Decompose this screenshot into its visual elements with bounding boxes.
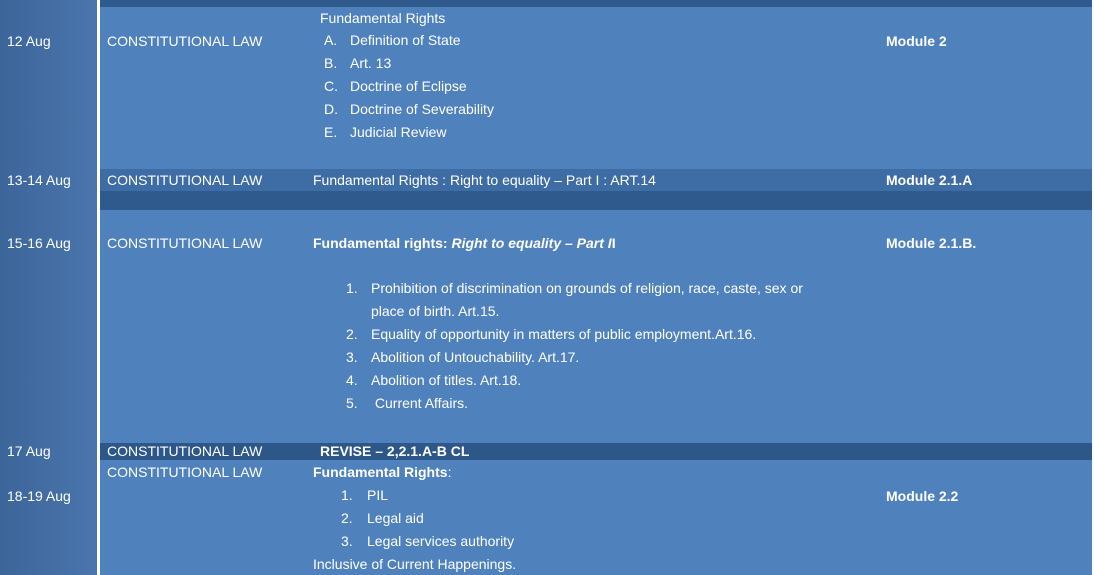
list-item-text: Judicial Review: [350, 124, 447, 140]
list-item: [341, 507, 424, 530]
row-subject: CONSTITUTIONAL LAW: [107, 235, 263, 251]
list-item-text: Equality of opportunity in matters of public employment.Art.16.: [371, 326, 757, 342]
list-item-text: Art. 13: [350, 55, 392, 71]
list-marker: A.: [324, 32, 338, 48]
list-marker: 1.: [346, 280, 358, 296]
row-footer-note: Inclusive of Current Happenings.: [313, 556, 517, 572]
list-item: [341, 530, 515, 553]
row-module: Module 2: [886, 33, 947, 49]
list-item-text: Definition of State: [350, 32, 461, 48]
list-marker: 2.: [341, 510, 353, 526]
list-item: [341, 484, 389, 507]
list-item-text: Legal aid: [367, 510, 424, 526]
row-heading: [313, 233, 616, 253]
list-item-text: PIL: [367, 487, 389, 503]
list-item-continuation: [346, 300, 500, 323]
list-item-text: Abolition of titles. Art.18.: [371, 372, 522, 388]
row-date: 13-14 Aug: [7, 172, 71, 188]
list-marker: B.: [324, 55, 338, 71]
row-subject: CONSTITUTIONAL LAW: [107, 464, 263, 480]
list-item-text: Doctrine of Eclipse: [350, 78, 467, 94]
list-marker: 5.: [346, 395, 358, 411]
topic-list: [346, 277, 803, 415]
row-subject: CONSTITUTIONAL LAW: [107, 443, 263, 459]
list-item: [346, 369, 522, 392]
row-module: Module 2.2: [886, 488, 959, 504]
list-marker: C.: [324, 78, 338, 94]
list-item-text: Current Affairs.: [371, 395, 469, 411]
topic-list: [341, 484, 515, 553]
row-subject: CONSTITUTIONAL LAW: [107, 33, 263, 49]
row-topic: REVISE – 2,2.1.A-B CL: [320, 443, 470, 459]
heading-italic-part: Right to equality – Part I: [451, 235, 612, 251]
list-marker: 2.: [346, 326, 358, 342]
list-item: [324, 98, 494, 121]
list-marker: 1.: [341, 487, 353, 503]
list-item: [346, 323, 757, 346]
row-date: 12 Aug: [7, 33, 51, 49]
top-band: [100, 0, 1092, 7]
list-marker: D.: [324, 101, 338, 117]
list-marker: E.: [324, 124, 338, 140]
topic-list: [324, 29, 494, 144]
list-marker: 3.: [341, 533, 353, 549]
list-item-text: Prohibition of discrimination on grounds of religion, race, caste, sex or: [371, 280, 803, 296]
list-item: [346, 392, 469, 415]
heading-tail: :: [447, 464, 452, 480]
row-date: 17 Aug: [7, 443, 51, 459]
list-item-text: Doctrine of Severability: [350, 101, 494, 117]
row-module: Module 2.1.A: [886, 172, 973, 188]
list-item: [324, 29, 461, 52]
list-item: [324, 52, 392, 75]
list-item-text: place of birth. Art.15.: [371, 303, 500, 319]
list-marker: 4.: [346, 372, 358, 388]
heading-bold-part: Fundamental Rights: [313, 464, 448, 480]
row-date: 15-16 Aug: [7, 235, 71, 251]
list-marker: 3.: [346, 349, 358, 365]
row-heading: [313, 462, 451, 482]
list-item-text: Legal services authority: [367, 533, 515, 549]
list-item: [324, 121, 447, 144]
heading-bold-part: Fundamental rights:: [313, 235, 452, 251]
row-subject: CONSTITUTIONAL LAW: [107, 172, 263, 188]
row-heading: Fundamental Rights: [320, 10, 446, 26]
list-item: [346, 346, 580, 369]
row-module: Module 2.1.B.: [886, 235, 977, 251]
heading-tail: I: [611, 235, 616, 251]
list-item: [346, 277, 803, 300]
list-item: [324, 75, 467, 98]
row-topic: Fundamental Rights : Right to equality – Part I : ART.14: [313, 172, 656, 188]
list-item-text: Abolition of Untouchability. Art.17.: [371, 349, 580, 365]
row-date: 18-19 Aug: [7, 488, 71, 504]
